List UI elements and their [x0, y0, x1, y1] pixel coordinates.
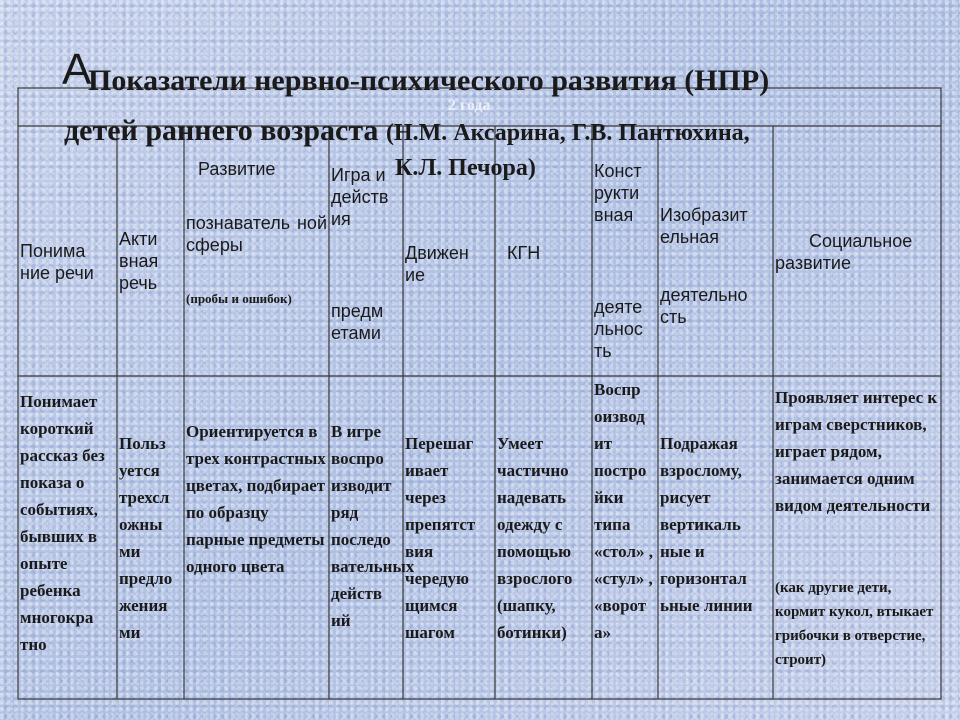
cell-social-note: (как другие дети, кормит кукол, втыкает грибочки в отверстие, строит) [775, 580, 934, 668]
cell-play: В игре воспро изводит ряд последо вательных действ ий [331, 422, 415, 630]
header-visual: Изобразит ельная [660, 205, 748, 247]
title-initial: А [62, 45, 92, 94]
age-band-label: 2 года [448, 97, 491, 114]
page-title-line-3: К.Л. Печора) [395, 155, 536, 181]
header-kgn: КГН [507, 243, 541, 263]
cell-movement: Перешаг ивает через препятст вия чередую щимся шагом [405, 434, 476, 642]
header-cognitive-title: Развитие [198, 159, 276, 179]
header-play: Игра и действ ия [331, 165, 389, 229]
page-title-line-2-text: детей раннего возраста [64, 114, 379, 147]
header-social: Социальное развитие [775, 231, 913, 273]
header-play-2: предм етами [331, 301, 384, 343]
cell-kgn: Умеет частично надевать одежду с помощью взрослого (шапку, ботинки) [497, 434, 573, 642]
page-title: Показатели нервно-психического развития (НПР) [88, 64, 770, 97]
header-cognitive-body: познаватель ной сферы [186, 213, 327, 255]
header-movement: Движен ие [405, 243, 469, 285]
page-title-line-2 [64, 116, 750, 146]
cell-active-speech: Польз уется трехсл ожны ми предло жения ми [119, 434, 173, 642]
cell-constructive: Воспр оизвод ит постро йки типа «стол» , «стул» , «ворот а» [594, 380, 653, 642]
page-title-authors: (Н.М. Аксарина, Г.В. Пантюхина, [385, 120, 750, 146]
header-visual-2: деятельно сть [660, 285, 748, 327]
cell-visual: Подражая взрослому, рисует вертикаль ные и горизонтал ьные линии [660, 434, 753, 615]
header-cognitive-note: (пробы и ошибок) [186, 291, 292, 306]
cell-cognitive: Ориентируется в трех контрастных цветах, подбирает по образцу парные предметы одного цвета [186, 422, 326, 576]
header-active-speech: Акти вная речь [119, 229, 159, 293]
cell-speech-understanding: Понимает короткий рассказ без показа о событиях, бывших в опыте ребенка многокра тно [20, 392, 105, 654]
cell-social: Проявляет интерес к играм сверстников, играет рядом, занимается одним видом деятельности [775, 388, 938, 515]
header-constructive: Конст рукти вная [594, 161, 642, 225]
header-constructive-2: деяте льнос ть [594, 297, 643, 361]
header-speech-understanding: Понима ние речи [20, 241, 94, 283]
